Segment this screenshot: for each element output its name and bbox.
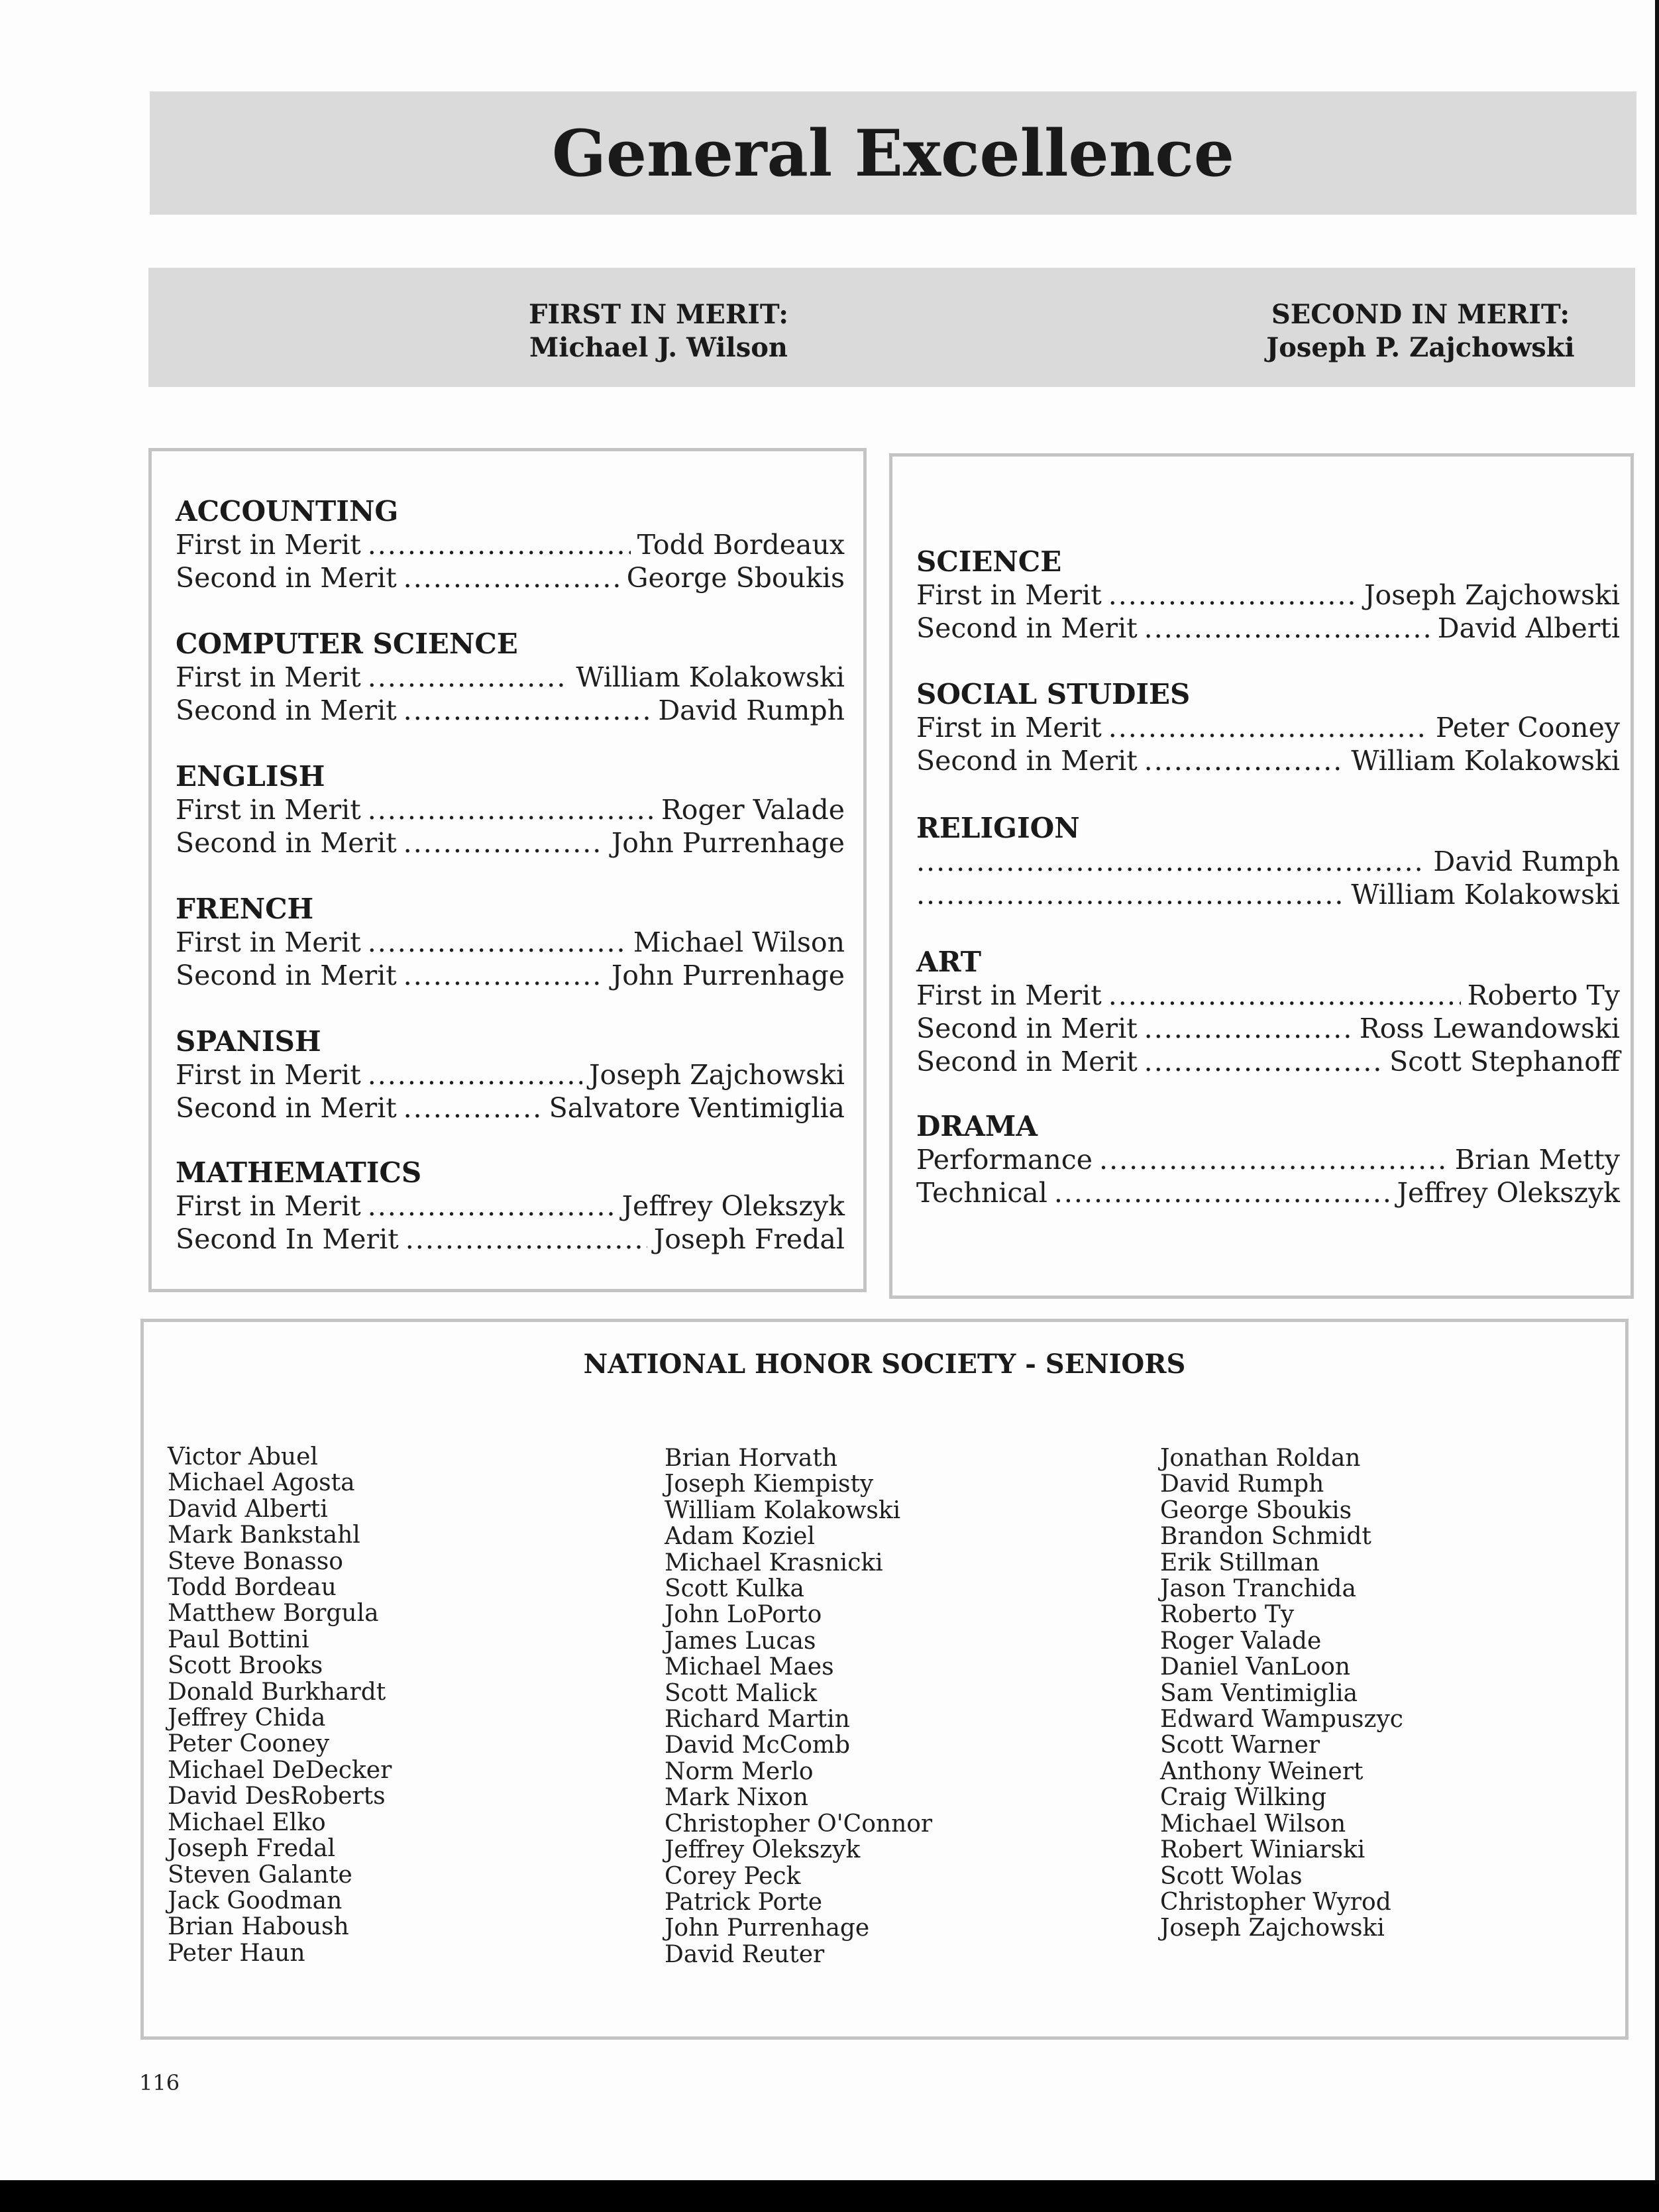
nhs-member-name: Jonathan Roldan xyxy=(1160,1445,1361,1472)
dot-leader xyxy=(1108,711,1429,744)
award-label: Performance xyxy=(916,1144,1093,1176)
nhs-member-name: James Lucas xyxy=(665,1627,816,1655)
nhs-member-name: Adam Koziel xyxy=(665,1523,815,1551)
dot-leader xyxy=(368,661,570,694)
award-entry xyxy=(176,1058,845,1091)
award-label: Second In Merit xyxy=(176,1223,399,1255)
dot-leader xyxy=(1144,1012,1353,1045)
nhs-member-name: Roberto Ty xyxy=(1160,1601,1295,1629)
dot-leader xyxy=(1144,1045,1383,1078)
award-label: First in Merit xyxy=(176,661,361,693)
nhs-member-name: John Purrenhage xyxy=(665,1914,870,1942)
nhs-member-name: Matthew Borgula xyxy=(168,1600,379,1628)
dot-leader xyxy=(368,793,655,826)
nhs-member-name: Norm Merlo xyxy=(665,1757,814,1785)
award-label: Second in Merit xyxy=(176,562,397,594)
recipient-name: David Rumph xyxy=(658,694,845,726)
subject-block xyxy=(176,1156,845,1256)
award-entry xyxy=(176,926,845,959)
nhs-member-name: Richard Martin xyxy=(665,1706,850,1734)
award-label: Second in Merit xyxy=(176,960,397,991)
nhs-member-name: Scott Wolas xyxy=(1160,1862,1303,1890)
first-in-merit-name: Michael J. Wilson xyxy=(529,332,788,363)
nhs-member-name: Jeffrey Chida xyxy=(168,1704,326,1732)
award-label: First in Merit xyxy=(176,794,361,826)
nhs-member-name: William Kolakowski xyxy=(665,1496,901,1524)
award-label: Second in Merit xyxy=(176,827,397,859)
award-label: Technical xyxy=(916,1177,1047,1209)
recipient-name: Peter Cooney xyxy=(1436,712,1620,744)
recipient-name: Jeffrey Olekszyk xyxy=(621,1190,845,1222)
nhs-member-name: Brandon Schmidt xyxy=(1160,1523,1371,1551)
dot-leader xyxy=(403,694,652,727)
nhs-member-name: Paul Bottini xyxy=(168,1626,309,1653)
recipient-name: David Rumph xyxy=(1433,846,1620,877)
award-label: First in Merit xyxy=(176,1059,361,1091)
award-label: Second in Merit xyxy=(916,612,1138,644)
award-entry xyxy=(176,1091,845,1125)
recipient-name: Ross Lewandowski xyxy=(1359,1013,1620,1044)
award-entry xyxy=(916,1143,1620,1176)
nhs-column-2 xyxy=(665,1445,932,1967)
award-label: First in Merit xyxy=(916,712,1102,744)
subject-heading: DRAMA xyxy=(916,1110,1038,1142)
second-in-merit-name: Joseph P. Zajchowski xyxy=(1266,332,1575,363)
recipient-name: Joseph Zajchowski xyxy=(1364,579,1620,611)
subject-heading: SCIENCE xyxy=(916,545,1062,578)
nhs-member-name: Joseph Fredal xyxy=(168,1835,336,1863)
nhs-member-name: Michael Wilson xyxy=(1160,1810,1346,1838)
dot-leader xyxy=(403,1091,543,1125)
award-entry xyxy=(176,793,845,826)
award-entry xyxy=(916,612,1620,645)
award-entry xyxy=(916,979,1620,1012)
subject-block xyxy=(916,1110,1620,1209)
award-label: First in Merit xyxy=(916,979,1102,1011)
recipient-name: Michael Wilson xyxy=(633,926,845,958)
award-entry xyxy=(176,661,845,694)
award-label: Second in Merit xyxy=(916,745,1138,777)
nhs-column-1 xyxy=(168,1444,392,1966)
dot-leader xyxy=(368,1058,582,1091)
award-label: Second in Merit xyxy=(916,1013,1138,1044)
dot-leader xyxy=(368,926,627,959)
dot-leader xyxy=(916,878,1344,911)
nhs-member-name: Erik Stillman xyxy=(1160,1549,1320,1576)
page-title: General Excellence xyxy=(552,115,1234,191)
recipient-name: David Alberti xyxy=(1437,612,1620,644)
nhs-title: NATIONAL HONOR SOCIETY - SENIORS xyxy=(583,1349,1186,1380)
nhs-member-name: Sam Ventimiglia xyxy=(1160,1679,1358,1707)
award-entry xyxy=(176,528,845,561)
first-in-merit-block xyxy=(506,298,811,364)
nhs-member-name: Craig Wilking xyxy=(1160,1784,1327,1812)
dot-leader xyxy=(403,959,605,992)
subject-block xyxy=(176,760,845,859)
subject-heading: SPANISH xyxy=(176,1025,321,1058)
award-label: First in Merit xyxy=(176,529,361,561)
subject-heading: ART xyxy=(916,946,982,978)
award-entry xyxy=(176,959,845,992)
national-honor-society-panel xyxy=(140,1319,1629,2040)
recipient-name: Roger Valade xyxy=(661,794,845,826)
subject-block xyxy=(176,1025,845,1125)
second-in-merit-block xyxy=(1102,298,1659,364)
subject-heading: ENGLISH xyxy=(176,760,325,793)
award-entry xyxy=(176,1189,845,1223)
recipient-name: George Sboukis xyxy=(626,562,845,594)
scan-bottom-edge xyxy=(0,2180,1659,2212)
nhs-member-name: Brian Haboush xyxy=(168,1913,349,1941)
nhs-member-name: Brian Horvath xyxy=(665,1445,837,1472)
nhs-member-name: Peter Haun xyxy=(168,1939,305,1967)
nhs-member-name: Christopher Wyrod xyxy=(1160,1888,1391,1916)
nhs-member-name: Corey Peck xyxy=(665,1862,801,1890)
dot-leader xyxy=(403,561,620,594)
subject-heading: SOCIAL STUDIES xyxy=(916,678,1191,710)
recipient-name: Brian Metty xyxy=(1454,1144,1620,1176)
nhs-member-name: Jason Tranchida xyxy=(1160,1575,1356,1603)
page-number: 116 xyxy=(139,2070,180,2095)
subject-heading: COMPUTER SCIENCE xyxy=(176,628,518,660)
nhs-member-name: Roger Valade xyxy=(1160,1627,1322,1655)
nhs-member-name: Michael Agosta xyxy=(168,1469,355,1497)
nhs-member-name: Steven Galante xyxy=(168,1861,352,1889)
nhs-member-name: Jeffrey Olekszyk xyxy=(665,1836,861,1864)
recipient-name: Salvatore Ventimiglia xyxy=(549,1092,845,1124)
left-subjects-panel xyxy=(148,448,867,1292)
dot-leader xyxy=(368,528,631,561)
dot-leader xyxy=(368,1189,615,1223)
nhs-member-name: Daniel VanLoon xyxy=(1160,1653,1351,1681)
award-entry xyxy=(916,579,1620,612)
nhs-member-name: Michael DeDecker xyxy=(168,1756,392,1784)
subject-block xyxy=(176,893,845,992)
recipient-name: Joseph Zajchowski xyxy=(589,1059,845,1091)
subject-block xyxy=(176,495,845,594)
award-entry xyxy=(916,744,1620,777)
nhs-member-name: Edward Wampuszyc xyxy=(1160,1706,1403,1734)
nhs-member-name: Donald Burkhardt xyxy=(168,1678,386,1706)
subject-block xyxy=(916,812,1620,911)
scan-edge xyxy=(1655,0,1659,2212)
nhs-member-name: Scott Malick xyxy=(665,1679,818,1707)
nhs-member-name: Michael Krasnicki xyxy=(665,1549,883,1576)
second-in-merit-label: SECOND IN MERIT: xyxy=(1271,299,1570,330)
award-entry xyxy=(916,711,1620,744)
award-entry xyxy=(916,1176,1620,1209)
nhs-member-name: Jack Goodman xyxy=(168,1887,343,1914)
nhs-member-name: Peter Cooney xyxy=(168,1730,330,1758)
recipient-name: John Purrenhage xyxy=(611,827,845,859)
nhs-member-name: Robert Winiarski xyxy=(1160,1836,1365,1864)
recipient-name: Roberto Ty xyxy=(1467,979,1620,1011)
subject-block xyxy=(916,678,1620,777)
nhs-column-3 xyxy=(1160,1445,1403,1942)
nhs-member-name: David Rumph xyxy=(1160,1470,1324,1498)
nhs-member-name: Michael Maes xyxy=(665,1653,834,1681)
award-entry xyxy=(176,561,845,594)
nhs-member-name: John LoPorto xyxy=(665,1601,822,1629)
title-band xyxy=(150,91,1636,215)
subject-heading: RELIGION xyxy=(916,812,1080,844)
nhs-member-name: Scott Kulka xyxy=(665,1575,804,1603)
nhs-member-name: Patrick Porte xyxy=(665,1888,823,1916)
nhs-member-name: Mark Bankstahl xyxy=(168,1521,360,1549)
award-label: First in Merit xyxy=(176,1190,361,1222)
award-label: Second in Merit xyxy=(916,1046,1138,1078)
nhs-member-name: Joseph Kiempisty xyxy=(665,1470,874,1498)
nhs-member-name: Christopher O'Connor xyxy=(665,1810,933,1838)
award-label: First in Merit xyxy=(176,926,361,958)
dot-leader xyxy=(405,1223,647,1256)
recipient-name: Todd Bordeaux xyxy=(637,529,845,561)
nhs-member-name: George Sboukis xyxy=(1160,1496,1352,1524)
award-entry xyxy=(176,826,845,859)
award-entry xyxy=(916,878,1620,911)
award-entry xyxy=(916,845,1620,878)
right-subjects-panel xyxy=(889,453,1634,1299)
subject-heading: MATHEMATICS xyxy=(176,1156,422,1189)
nhs-member-name: Victor Abuel xyxy=(168,1443,318,1470)
nhs-member-name: David DesRoberts xyxy=(168,1783,386,1810)
award-label: Second in Merit xyxy=(176,1092,397,1124)
nhs-member-name: Scott Brooks xyxy=(168,1652,323,1680)
first-in-merit-label: FIRST IN MERIT: xyxy=(529,299,788,330)
dot-leader xyxy=(1054,1176,1391,1209)
recipient-name: Jeffrey Olekszyk xyxy=(1397,1177,1620,1209)
nhs-member-name: David Alberti xyxy=(168,1495,328,1523)
subject-heading: FRENCH xyxy=(176,893,314,925)
award-entry xyxy=(176,1223,845,1256)
recipient-name: John Purrenhage xyxy=(611,960,845,991)
nhs-member-name: Anthony Weinert xyxy=(1160,1757,1364,1785)
recipient-name: William Kolakowski xyxy=(576,661,845,693)
award-label: First in Merit xyxy=(916,579,1102,611)
award-entry xyxy=(176,694,845,727)
subject-block xyxy=(916,946,1620,1078)
overall-merit-band xyxy=(148,268,1635,387)
dot-leader xyxy=(1108,979,1461,1012)
nhs-member-name: Scott Warner xyxy=(1160,1732,1320,1759)
award-entry xyxy=(916,1012,1620,1045)
nhs-member-name: David McComb xyxy=(665,1732,851,1759)
award-label: Second in Merit xyxy=(176,694,397,726)
nhs-member-name: Mark Nixon xyxy=(665,1784,808,1812)
recipient-name: Scott Stephanoff xyxy=(1389,1046,1620,1078)
dot-leader xyxy=(1144,612,1431,645)
dot-leader xyxy=(916,845,1426,878)
nhs-member-name: Joseph Zajchowski xyxy=(1160,1914,1385,1942)
dot-leader xyxy=(1108,579,1358,612)
nhs-member-name: David Reuter xyxy=(665,1940,825,1968)
recipient-name: Joseph Fredal xyxy=(653,1223,845,1255)
dot-leader xyxy=(1099,1143,1448,1176)
recipient-name: William Kolakowski xyxy=(1351,745,1620,777)
subject-heading: ACCOUNTING xyxy=(176,495,399,527)
nhs-member-name: Todd Bordeau xyxy=(168,1574,337,1602)
dot-leader xyxy=(403,826,605,859)
award-entry xyxy=(916,1045,1620,1078)
subject-block xyxy=(176,628,845,727)
subject-block xyxy=(916,545,1620,645)
recipient-name: William Kolakowski xyxy=(1351,879,1620,911)
nhs-member-name: Michael Elko xyxy=(168,1808,326,1836)
nhs-member-name: Steve Bonasso xyxy=(168,1547,343,1575)
dot-leader xyxy=(1144,744,1345,777)
